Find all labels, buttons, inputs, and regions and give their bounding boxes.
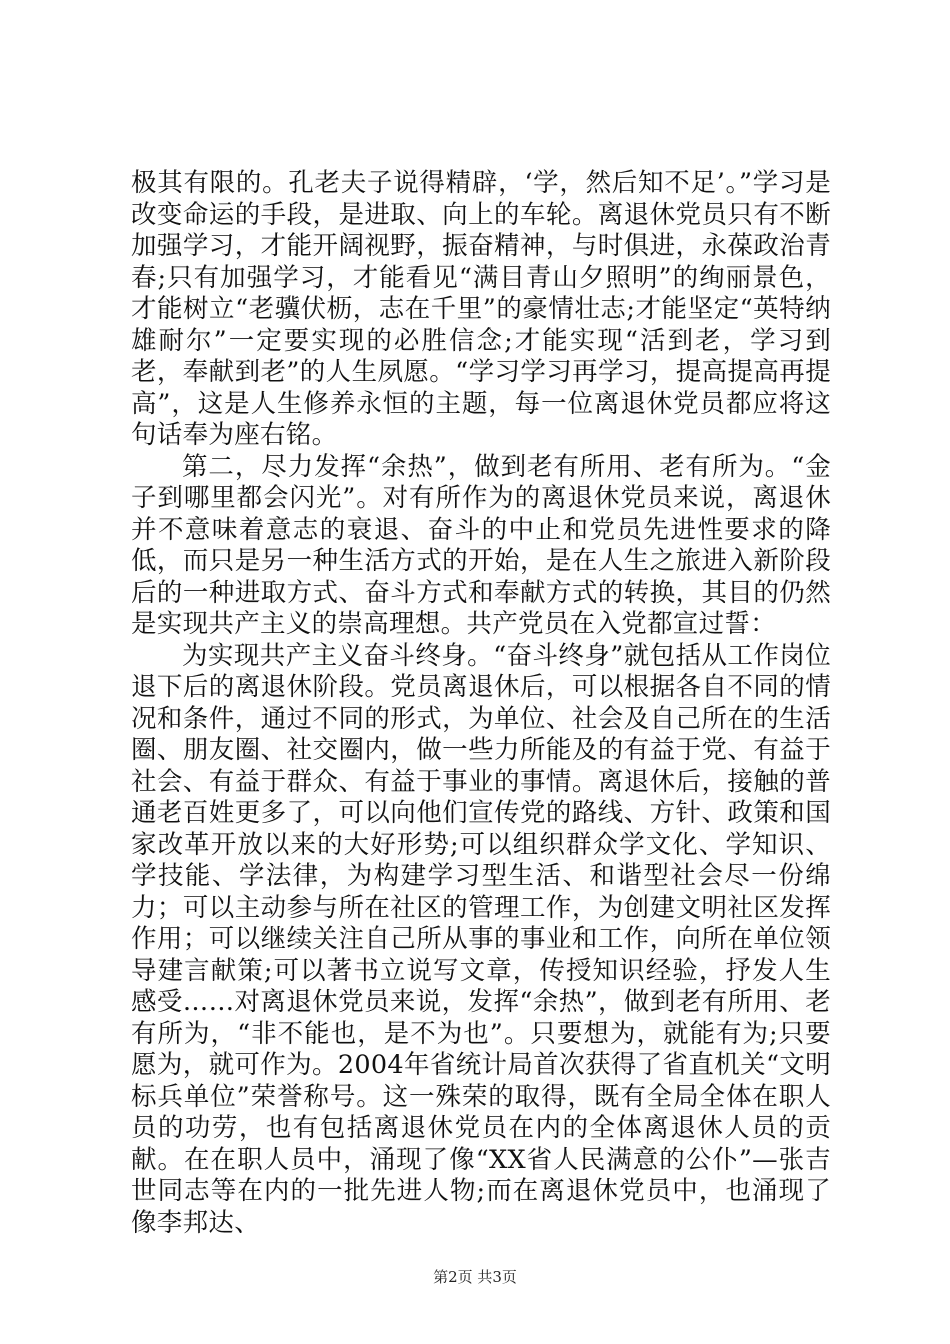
paragraph-1: 极其有限的。孔老夫子说得精辟，‘学，然后知不足’。”学习是改变命运的手段，是进取、向上的车轮。离退休党员只有不断加强学习，才能开阔视野，振奋精神，与时俱进，永葆政治青春;只有加强学习，才能看见“满目青山夕照明”的绚丽景色，才能树立“老骥伏枥，志在千里”的豪情壮志;才能坚定“英特纳雄耐尔”一定要实现的必胜信念;才能实现“活到老，学习到老，奉献到老”的人生夙愿。“学习学习再学习，提高提高再提高”，这是人生修养永恒的主题，每一位离退休党员都应将这句话奉为座右铭。 (131, 168, 831, 450)
page-footer: 第2页 共3页 (433, 1268, 517, 1286)
paragraph-2: 第二，尽力发挥“余热”，做到老有所用、老有所为。“金子到哪里都会闪光”。对有所作为的离退休党员来说，离退休并不意味着意志的衰退、奋斗的中止和党员先进性要求的降低，而只是另一种生活方式的开始，是在人生之旅进入新阶段后的一种进取方式、奋斗方式和奉献方式的转换，其目的仍然是实现共产主义的崇高理想。共产党员在入党都宣过誓： (131, 451, 831, 639)
paragraph-3: 为实现共产主义奋斗终身。“奋斗终身”就包括从工作岗位退下后的离退休阶段。党员离退休后，可以根据各自不同的情况和条件，通过不同的形式，为单位、社会及自己所在的生活圈、朋友圈、社交圈内，做一些力所能及的有益于党、有益于社会、有益于群众、有益于事业的事情。离退休后，接触的普通老百姓更多了，可以向他们宣传党的路线、方针、政策和国家改革开放以来的大好形势;可以组织群众学文化、学知识、学技能、学法律，为构建学习型生活、和谐型社会尽一份绵力；可以主动参与所在社区的管理工作，为创建文明社区发挥作用；可以继续关注自己所从事的事业和工作，向所在单位领导建言献策;可以著书立说写文章，传授知识经验，抒发人生感受……对离退休党员来说，发挥“余热”，做到老有所用、老有所为，“非不能也，是不为也”。只要想为，就能有为;只要愿为，就可作为。2004年省统计局首次获得了省直机关“文明标兵单位”荣誉称号。这一殊荣的取得，既有全局全体在职人员的功劳，也有包括离退休党员在内的全体离退休人员的贡献。在在职人员中，涌现了像“XX省人民满意的公仆”—张吉世同志等在内的一批先进人物;而在离退休党员中，也涌现了像李邦达、 (131, 640, 831, 1238)
document-body (131, 168, 831, 1239)
